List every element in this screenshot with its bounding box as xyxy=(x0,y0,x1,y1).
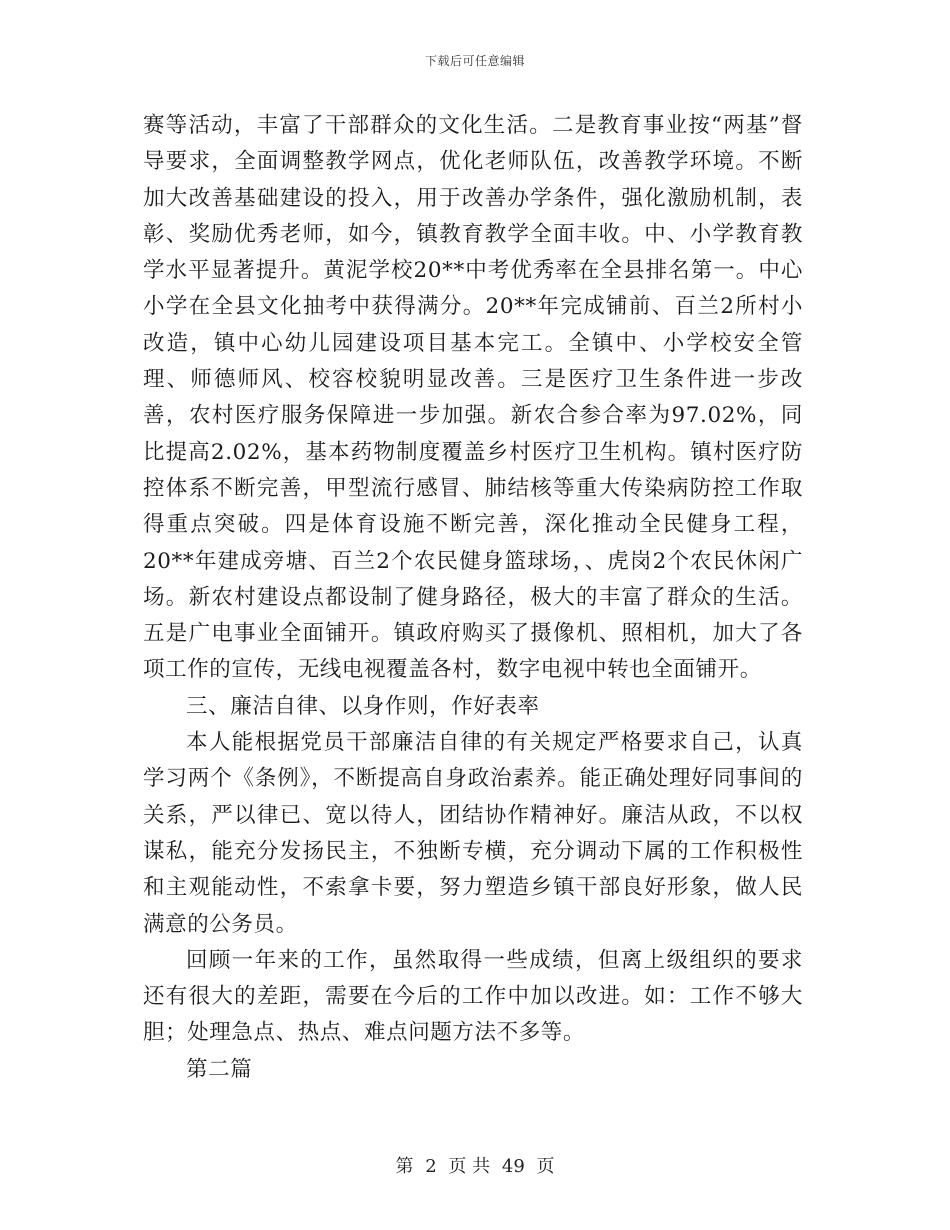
section-heading: 三、廉洁自律、以身作则，作好表率 xyxy=(186,693,540,719)
paragraph-review: 回顾一年来的工作，虽然取得一些成绩，但离上级组织的要求还有很大的差距，需要在今后的工作中加以改进。如：工作不够大胆；处理急点、热点、难点问题方法不多等。 xyxy=(143,947,803,1046)
footer-suffix: 页 xyxy=(536,1156,555,1177)
page-footer xyxy=(0,1152,950,1178)
paragraph-continuation: 赛等活动，丰富了干部群众的文化生活。二是教育事业按“两基”督导要求，全面调整教学网点，优化老师队伍，改善教学环境。不断加大改善基础建设的投入，用于改善办学条件，强化激励机制，表彰、奖励优秀老师，如今，镇教育教学全面丰收。中、小学教育教学水平显著提升。黄泥学校20**中考优秀率在全县排名第一。中心小学在全县文化抽考中获得满分。20**年完成铺前、百兰2所村小改造，镇中心幼儿园建设项目基本完工。全镇中、小学校安全管理、师德师风、校容校貌明显改善。三是医疗卫生条件进一步改善，农村医疗服务保障进一步加强。新农合参合率为97.02%，同比提高2.02%，基本药物制度覆盖乡村医疗卫生机构。镇村医疗防控体系不断完善，甲型流行感冒、肺结核等重大传染病防控工作取得重点突破。四是体育设施不断完善，深化推动全民健身工程，20**年建成旁塘、百兰2个农民健身篮球场，、虎岗2个农民休闲广场。新农村建设点都设制了健身路径，极大的丰富了群众的生活。五是广电事业全面铺开。镇政府购买了摄像机、照相机，加大了各项工作的宣传，无线电视覆盖各村，数字电视中转也全面铺开。 xyxy=(143,113,803,683)
footer-page-number: 2 xyxy=(425,1156,437,1177)
footer-total-pages: 49 xyxy=(501,1156,525,1177)
page-header-note: 下载后可任意编辑 xyxy=(424,54,525,68)
footer-middle: 页 共 xyxy=(448,1156,491,1177)
document-body xyxy=(143,108,803,1088)
footer-prefix: 第 xyxy=(395,1156,414,1177)
chapter-heading: 第二篇 xyxy=(186,1056,253,1082)
paragraph-integrity: 本人能根据党员干部廉洁自律的有关规定严格要求自己，认真学习两个《条例》，不断提高自身政治素养。能正确处理好同事间的关系，严以律已、宽以待人，团结协作精神好。廉洁从政，不以权谋私，能充分发扬民主，不独断专横，充分调动下属的工作积极性和主观能动性，不索拿卡要，努力塑造乡镇干部良好形象，做人民满意的公务员。 xyxy=(143,730,803,937)
